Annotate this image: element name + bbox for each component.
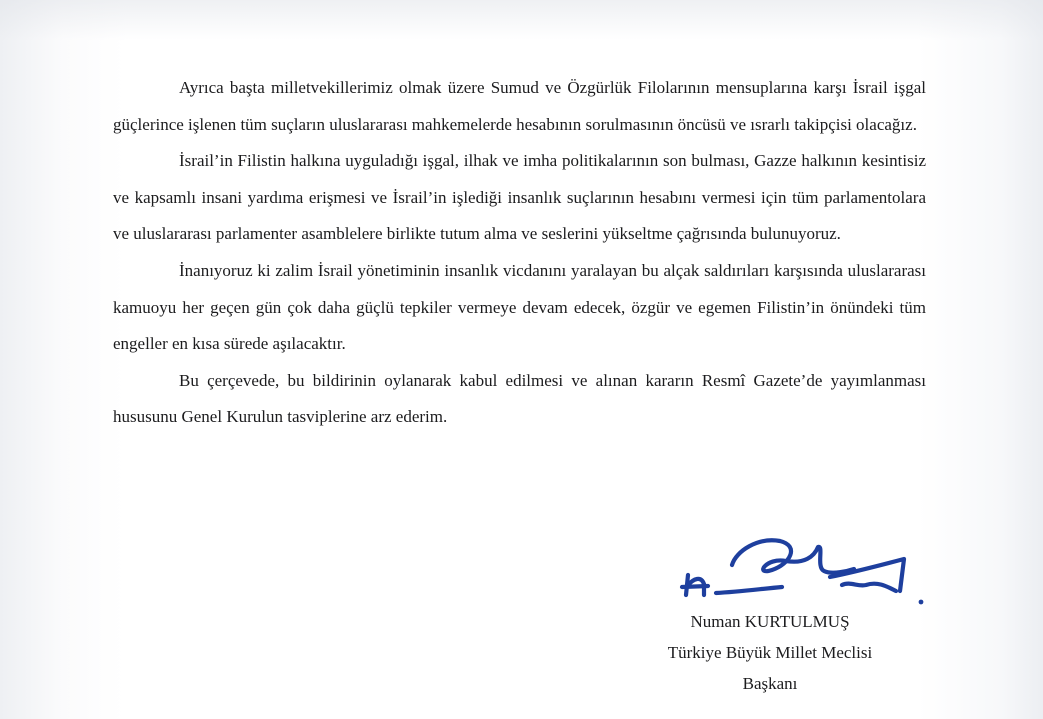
paragraph-2: İsrail’in Filistin halkına uyguladığı işgal, ilhak ve imha politikalarının son bulması, Gazze halkının kesintisiz ve kapsamlı insani yardıma erişmesi ve İsrail’in işlediği insanlık suçlarının hesabını vermesi için tüm parlamentolara ve uluslararası parlamenter asamblelere birlikte tutum alma ve seslerini yükseltme çağrısında bulunuyoruz. [113,151,926,244]
paragraph-3: İnanıyoruz ki zalim İsrail yönetiminin insanlık vicdanını yaralayan bu alçak saldırıları karşısında uluslararası kamuoyu her geçen gün çok daha güçlü tepkiler vermeye devam edecek, özgür ve egemen Filistin’in önündeki tüm engeller en kısa sürede aşılacaktır. [113,260,926,354]
signature-dot [919,600,924,605]
paragraph-4: Bu çerçevede, bu bildirinin oylanarak kabul edilmesi ve alınan kararın Resmî Gazete’de yayımlanması hususunu Genel Kurulun tasviplerine arz ederim. [113,370,926,427]
signature-block [600,525,940,715]
paragraph-1: Ayrıca başta milletvekillerimiz olmak üzere Sumud ve Özgürlük Filolarının mensuplarına karşı İsrail işgal güçlerince işlenen tüm suçların uluslararası mahkemelerde hesabının sorulmasının öncüsü ve ısrarlı takipçisi olacağız. [113,78,926,134]
signer-details [620,606,920,699]
signer-name: Numan KURTULMUŞ [690,612,850,631]
signer-role: Başkanı [742,674,798,693]
document-body [113,70,926,436]
signer-institution: Türkiye Büyük Millet Meclisi [667,643,873,662]
